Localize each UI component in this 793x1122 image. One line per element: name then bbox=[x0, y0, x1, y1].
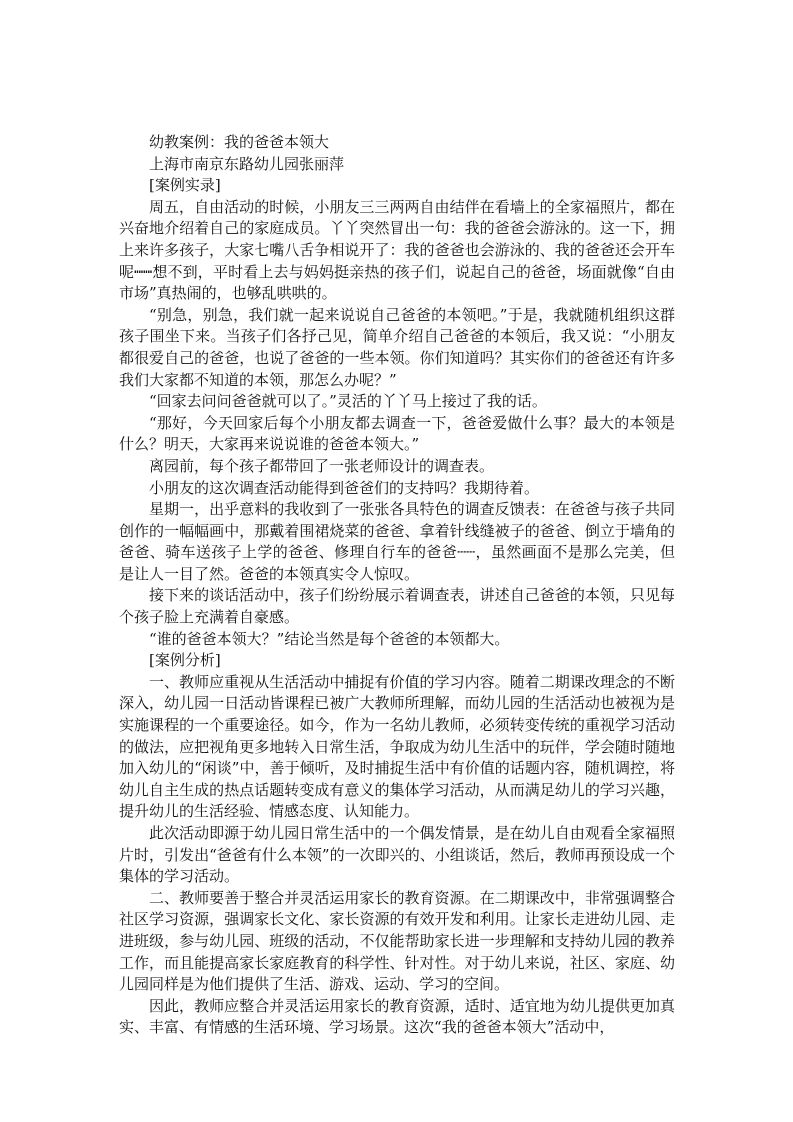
analysis-paragraph: 二、教师要善于整合并灵活运用家长的教育资源。在二期课改中，非常强调整合社区学习资源，强调家长文化、家长资源的有效开发和利用。让家长走进幼儿园、走进班级，参与幼儿园、班级的活动，不仅能帮助家长进一步理解和支持幼儿园的教养工作，而且能提高家长家庭教育的科学性、针对性。对于幼儿来说，社区、家庭、幼儿园同样是为他们提供了生活、游戏、运动、学习的空间。 bbox=[119, 888, 675, 994]
record-paragraph: 周五，自由活动的时候，小朋友三三两两自由结伴在看墙上的全家福照片，都在兴奋地介绍着自己的家庭成员。丫丫突然冒出一句：我的爸爸会游泳的。这一下，拥上来许多孩子，大家七嘴八舌争相说开了：我的爸爸也会游泳的、我的爸爸还会开车呢┉┉想不到，平时看上去与妈妈挺亲热的孩子们，说起自己的爸爸，场面就像“自由市场”真热闹的，也够乱哄哄的。 bbox=[119, 197, 675, 303]
record-paragraph: “那好，今天回家后每个小朋友都去调查一下，爸爸爱做什么事？最大的本领是什么？明天，大家再来说说谁的爸爸本领大。” bbox=[119, 413, 675, 454]
record-paragraph: “谁的爸爸本领大？”结论当然是每个爸爸的本领都大。 bbox=[149, 629, 510, 648]
analysis-paragraph: 此次活动即源于幼儿园日常生活中的一个偶发情景，是在幼儿自由观看全家福照片时，引发出“爸爸有什么本领”的一次即兴的、小组谈话，然后，教师再预设成一个集体的学习活动。 bbox=[119, 824, 675, 886]
record-paragraph: 离园前，每个孩子都带回了一张老师设计的调查表。 bbox=[149, 456, 495, 475]
record-paragraph: 星期一，出乎意料的我收到了一张张各具特色的调查反馈表：在爸爸与孩子共同创作的一幅幅画中，那戴着围裙烧菜的爸爸、拿着针线缝被子的爸爸、倒立于墙角的爸爸、骑车送孩子上学的爸爸、修理自行车的爸爸┄┄，虽然画面不是那么完美，但是让人一目了然。爸爸的本领真实令人惊叹。 bbox=[119, 500, 675, 583]
section-heading-analysis: [案例分析] bbox=[149, 651, 221, 670]
analysis-paragraph: 因此，教师应整合并灵活运用家长的教育资源，适时、适宜地为幼儿提供更加真实、丰富、有情感的生活环境、学习场景。这次“我的爸爸本领大”活动中， bbox=[119, 996, 675, 1037]
document-author: 上海市南京东路幼儿园张丽萍 bbox=[149, 154, 345, 173]
analysis-paragraph: 一、教师应重视从生活活动中捕捉有价值的学习内容。随着二期课改理念的不断深入，幼儿园一日活动皆课程已被广大教师所理解，而幼儿园的生活活动也被视为是实施课程的一个重要途径。如今，作为一名幼儿教师，必须转变传统的重视学习活动的做法，应把视角更多地转入日常生活，争取成为幼儿生活中的玩伴，学会随时随地加入幼儿的“闲谈”中，善于倾听，及时捕捉生活中有价值的话题内容，随机调控，将幼儿自主生成的热点话题转变成有意义的集体学习活动，从而满足幼儿的学习兴趣，提升幼儿的生活经验、情感态度、认知能力。 bbox=[119, 672, 675, 821]
document-page bbox=[119, 132, 675, 1039]
record-paragraph: 小朋友的这次调查活动能得到爸爸们的支持吗？我期待着。 bbox=[149, 478, 540, 497]
record-paragraph: “回家去问问爸爸就可以了。”灵活的丫丫马上接过了我的话。 bbox=[149, 392, 547, 411]
document-title: 幼教案例：我的爸爸本领大 bbox=[149, 133, 330, 151]
record-paragraph: 接下来的谈话活动中，孩子们纷纷展示着调查表，讲述自己爸爸的本领，只见每个孩子脸上充满着自豪感。 bbox=[119, 586, 675, 627]
record-paragraph: “别急，别急，我们就一起来说说自己爸爸的本领吧。”于是，我就随机组织这群孩子围坐下来。当孩子们各抒己见，简单介绍自己爸爸的本领后，我又说：“小朋友都很爱自己的爸爸，也说了爸爸的一些本领。你们知道吗？其实你们的爸爸还有许多我们大家都不知道的本领，那怎么办呢？” bbox=[119, 305, 675, 389]
section-heading-record: [案例实录] bbox=[149, 176, 221, 195]
